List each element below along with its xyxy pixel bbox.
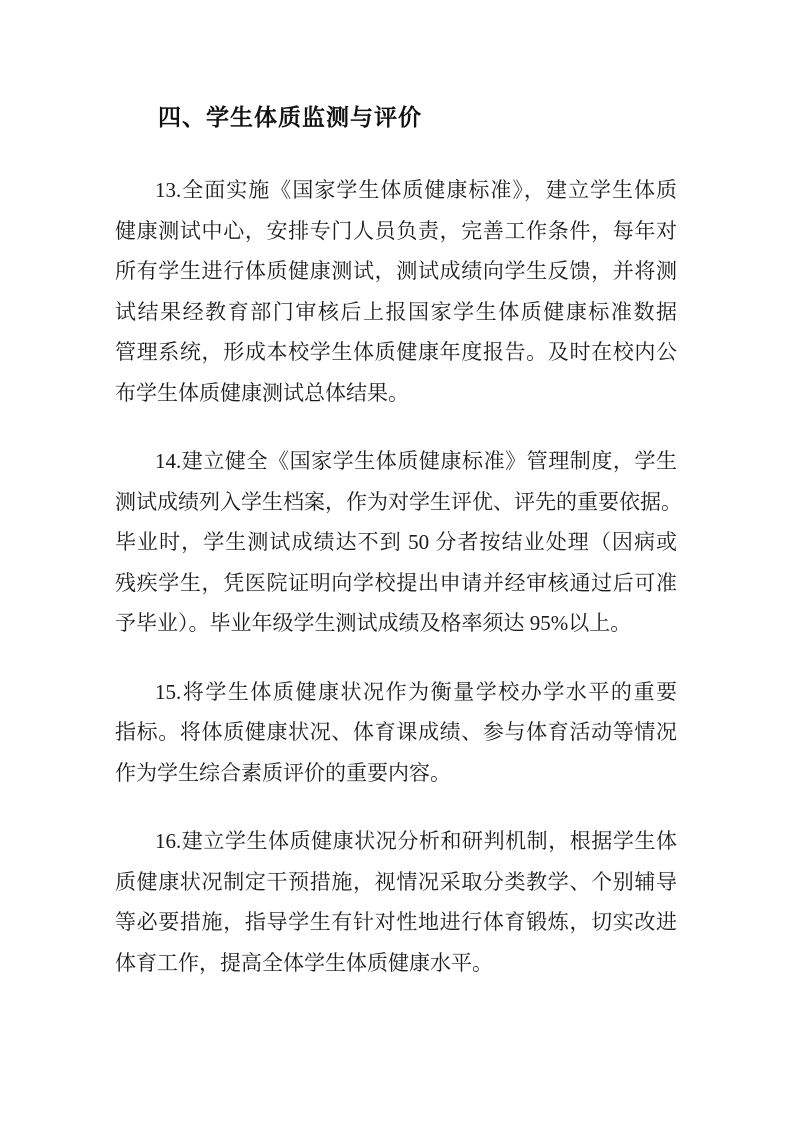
text-line: 15.将学生体质健康状况作为衡量学校办学水平的重要: [155, 679, 677, 704]
paragraph-15: [115, 672, 677, 794]
paragraph-14: [115, 441, 682, 644]
text-line: 试结果经教育部门审核后上报国家学生体质健康标准数据: [115, 299, 677, 324]
text-line: 所有学生进行体质健康测试，测试成绩向学生反馈，并将测: [115, 259, 677, 283]
text-line: 毕业时，学生测试成绩达不到 50 分者按结业处理（因病或: [115, 530, 677, 554]
text-line: 指标。将体质健康状况、体育课成绩、参与体育活动等情况: [115, 720, 677, 744]
document-content: [115, 97, 682, 983]
text-line: 13.全面实施《国家学生体质健康标准》，建立学生体质: [155, 178, 677, 202]
text-line: 测试成绩列入学生档案，作为对学生评优、评先的重要依据。: [115, 489, 682, 514]
text-line: 予毕业）。毕业年级学生测试成绩及格率须达 95%以上。: [115, 611, 632, 635]
text-line: 管理系统，形成本校学生体质健康年度报告。及时在校内公: [115, 340, 677, 364]
text-line: 14.建立健全《国家学生体质健康标准》管理制度，学生: [155, 449, 677, 473]
text-line: 16.建立学生体质健康状况分析和研判机制，根据学生体: [155, 829, 677, 853]
text-line: 作为学生综合素质评价的重要内容。: [115, 760, 451, 785]
text-line: 等必要措施，指导学生有针对性地进行体育锻炼，切实改进: [115, 910, 677, 934]
text-line: 健康测试中心，安排专门人员负责，完善工作条件，每年对: [115, 218, 677, 243]
text-line: 体育工作，提高全体学生体质健康水平。: [115, 950, 493, 975]
section-heading: 四、学生体质监测与评价: [158, 104, 422, 130]
text-line: 布学生体质健康测试总体结果。: [115, 380, 409, 405]
text-line: 质健康状况制定干预措施，视情况采取分类教学、个别辅导: [115, 869, 677, 894]
paragraph-16: [115, 821, 677, 983]
text-line: 残疾学生，凭医院证明向学校提出申请并经审核通过后可准: [115, 570, 677, 595]
paragraph-13: [115, 170, 677, 413]
